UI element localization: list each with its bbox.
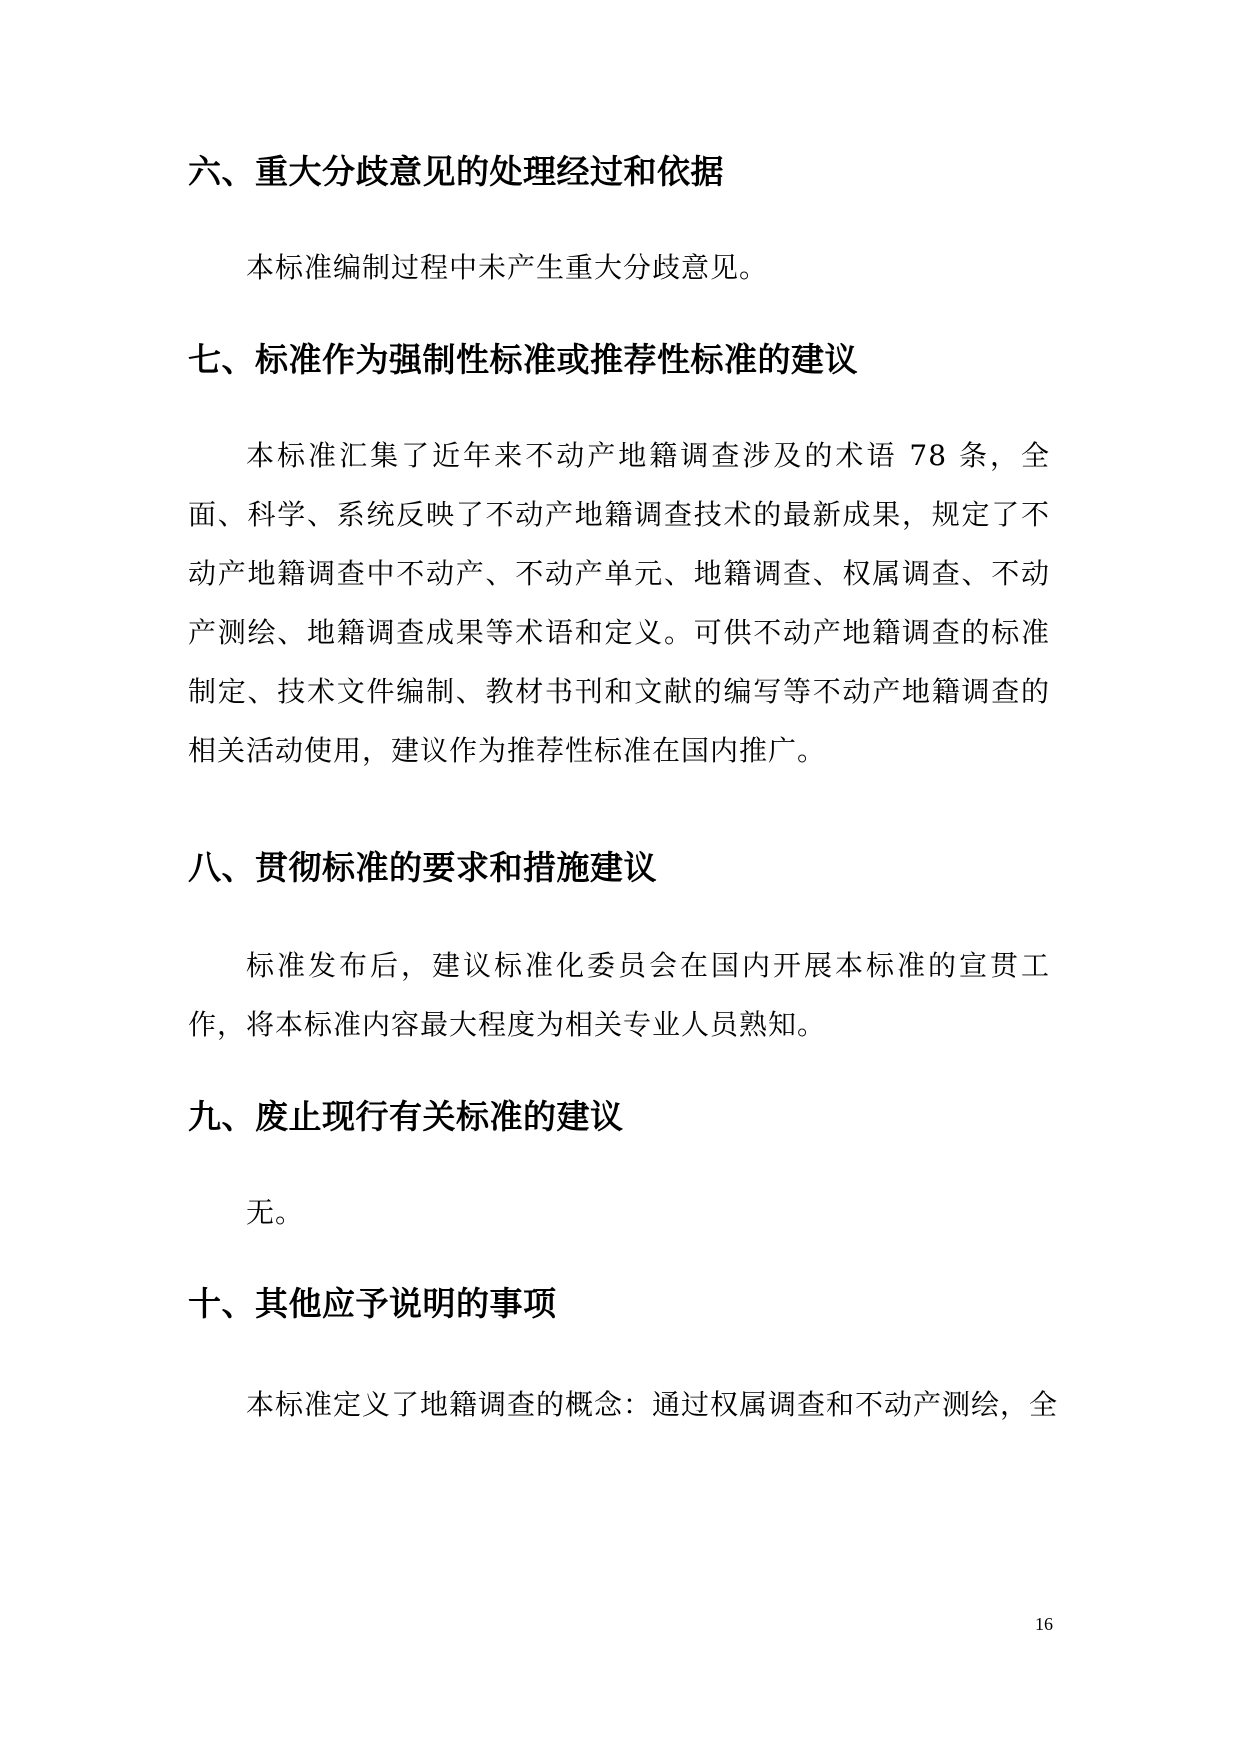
- section-heading-8: 八、贯彻标准的要求和措施建议: [188, 848, 657, 887]
- section-10-paragraph: 本标准定义了地籍调查的概念：通过权属调查和不动产测绘，全: [246, 1388, 1059, 1421]
- section-heading-9: 九、废止现行有关标准的建议: [188, 1097, 624, 1136]
- section-heading-7: 七、标准作为强制性标准或推荐性标准的建议: [188, 340, 858, 379]
- section-8-paragraph: 标准发布后，建议标准化委员会在国内开展本标准的宣贯工作，将本标准内容最大程度为相关专业人员熟知。: [188, 949, 1050, 1041]
- section-heading-6: 六、重大分歧意见的处理经过和依据: [188, 152, 724, 191]
- page-number: 16: [1035, 1614, 1053, 1634]
- section-9-paragraph: 无。: [246, 1196, 305, 1229]
- section-6-paragraph: 本标准编制过程中未产生重大分歧意见。: [246, 251, 769, 284]
- section-heading-10: 十、其他应予说明的事项: [188, 1284, 557, 1323]
- section-7-paragraph: 本标准汇集了近年来不动产地籍调查涉及的术语 78 条，全面、科学、系统反映了不动产地籍调查技术的最新成果，规定了不动产地籍调查中不动产、不动产单元、地籍调查、权属调查、不动产测绘、地籍调查成果等术语和定义。可供不动产地籍调查的标准制定、技术文件编制、教材书刊和文献的编写等不动产地籍调查的相关活动使用，建议作为推荐性标准在国内推广。: [188, 439, 1050, 767]
